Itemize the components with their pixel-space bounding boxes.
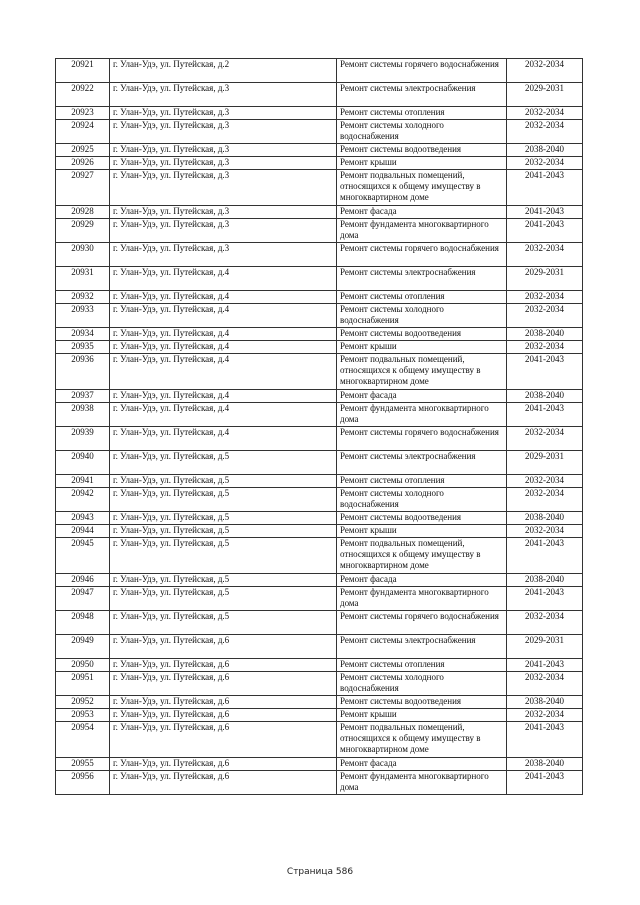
table-row [56,243,583,267]
address-cell: г. Улан-Удэ, ул. Путейская, д.3 [110,83,337,107]
work-type-cell: Ремонт крыши [337,341,507,354]
period-cell: 2032-2034 [507,59,583,83]
row-number-cell: 20926 [56,157,110,170]
table-row [56,722,583,758]
table-row [56,451,583,475]
table-row [56,538,583,574]
row-number-cell: 20933 [56,304,110,328]
address-cell: г. Улан-Удэ, ул. Путейская, д.6 [110,696,337,709]
work-type-cell: Ремонт крыши [337,525,507,538]
work-type-cell: Ремонт фундамента многоквартирного дома [337,771,507,795]
work-type-cell: Ремонт системы горячего водоснабжения [337,611,507,635]
row-number-cell: 20945 [56,538,110,574]
row-number-cell: 20955 [56,758,110,771]
work-type-cell: Ремонт системы водоотведения [337,144,507,157]
work-type-cell: Ремонт фундамента многоквартирного дома [337,219,507,243]
work-type-cell: Ремонт фасада [337,390,507,403]
table-row [56,328,583,341]
address-cell: г. Улан-Удэ, ул. Путейская, д.3 [110,219,337,243]
row-number-cell: 20953 [56,709,110,722]
row-number-cell: 20927 [56,170,110,206]
period-cell: 2032-2034 [507,120,583,144]
table-row [56,206,583,219]
table-row [56,574,583,587]
period-cell: 2032-2034 [507,157,583,170]
address-cell: г. Улан-Удэ, ул. Путейская, д.4 [110,267,337,291]
period-cell: 2032-2034 [507,427,583,451]
period-cell: 2041-2043 [507,538,583,574]
address-cell: г. Улан-Удэ, ул. Путейская, д.3 [110,144,337,157]
work-type-cell: Ремонт системы холодного водоснабжения [337,120,507,144]
period-cell: 2032-2034 [507,475,583,488]
address-cell: г. Улан-Удэ, ул. Путейская, д.5 [110,611,337,635]
address-cell: г. Улан-Удэ, ул. Путейская, д.6 [110,771,337,795]
row-number-cell: 20935 [56,341,110,354]
period-cell: 2041-2043 [507,659,583,672]
row-number-cell: 20948 [56,611,110,635]
table-row [56,635,583,659]
period-cell: 2041-2043 [507,771,583,795]
row-number-cell: 20938 [56,403,110,427]
work-type-cell: Ремонт системы холодного водоснабжения [337,672,507,696]
period-cell: 2032-2034 [507,709,583,722]
work-type-cell: Ремонт системы электроснабжения [337,267,507,291]
row-number-cell: 20950 [56,659,110,672]
address-cell: г. Улан-Удэ, ул. Путейская, д.5 [110,451,337,475]
address-cell: г. Улан-Удэ, ул. Путейская, д.3 [110,107,337,120]
work-type-cell: Ремонт крыши [337,709,507,722]
row-number-cell: 20923 [56,107,110,120]
table-row [56,696,583,709]
address-cell: г. Улан-Удэ, ул. Путейская, д.4 [110,341,337,354]
table-row [56,144,583,157]
table-row [56,771,583,795]
work-type-cell: Ремонт подвальных помещений, относящихся к общему имуществу в многоквартирном доме [337,170,507,206]
address-cell: г. Улан-Удэ, ул. Путейская, д.6 [110,635,337,659]
table-row [56,120,583,144]
period-cell: 2038-2040 [507,574,583,587]
period-cell: 2029-2031 [507,635,583,659]
row-number-cell: 20941 [56,475,110,488]
row-number-cell: 20956 [56,771,110,795]
address-cell: г. Улан-Удэ, ул. Путейская, д.5 [110,538,337,574]
table-row [56,83,583,107]
work-type-cell: Ремонт подвальных помещений, относящихся к общему имуществу в многоквартирном доме [337,354,507,390]
work-type-cell: Ремонт фундамента многоквартирного дома [337,587,507,611]
work-type-cell: Ремонт фасада [337,574,507,587]
address-cell: г. Улан-Удэ, ул. Путейская, д.6 [110,672,337,696]
row-number-cell: 20936 [56,354,110,390]
row-number-cell: 20940 [56,451,110,475]
address-cell: г. Улан-Удэ, ул. Путейская, д.5 [110,587,337,611]
table-row [56,157,583,170]
address-cell: г. Улан-Удэ, ул. Путейская, д.3 [110,243,337,267]
table-row [56,512,583,525]
table-row [56,587,583,611]
row-number-cell: 20951 [56,672,110,696]
work-type-cell: Ремонт системы отопления [337,107,507,120]
work-type-cell: Ремонт системы электроснабжения [337,635,507,659]
address-cell: г. Улан-Удэ, ул. Путейская, д.3 [110,170,337,206]
address-cell: г. Улан-Удэ, ул. Путейская, д.4 [110,403,337,427]
table-row [56,758,583,771]
row-number-cell: 20939 [56,427,110,451]
address-cell: г. Улан-Удэ, ул. Путейская, д.4 [110,427,337,451]
row-number-cell: 20947 [56,587,110,611]
address-cell: г. Улан-Удэ, ул. Путейская, д.5 [110,488,337,512]
row-number-cell: 20937 [56,390,110,403]
period-cell: 2032-2034 [507,243,583,267]
period-cell: 2032-2034 [507,488,583,512]
period-cell: 2041-2043 [507,722,583,758]
row-number-cell: 20931 [56,267,110,291]
work-type-cell: Ремонт системы холодного водоснабжения [337,488,507,512]
row-number-cell: 20929 [56,219,110,243]
period-cell: 2038-2040 [507,696,583,709]
row-number-cell: 20942 [56,488,110,512]
table-row [56,427,583,451]
address-cell: г. Улан-Удэ, ул. Путейская, д.6 [110,659,337,672]
row-number-cell: 20946 [56,574,110,587]
address-cell: г. Улан-Удэ, ул. Путейская, д.4 [110,304,337,328]
address-cell: г. Улан-Удэ, ул. Путейская, д.5 [110,512,337,525]
work-type-cell: Ремонт фундамента многоквартирного дома [337,403,507,427]
work-type-cell: Ремонт фасада [337,758,507,771]
table-row [56,304,583,328]
period-cell: 2038-2040 [507,144,583,157]
address-cell: г. Улан-Удэ, ул. Путейская, д.2 [110,59,337,83]
period-cell: 2038-2040 [507,758,583,771]
row-number-cell: 20943 [56,512,110,525]
period-cell: 2032-2034 [507,525,583,538]
table-row [56,659,583,672]
address-cell: г. Улан-Удэ, ул. Путейская, д.6 [110,722,337,758]
work-type-cell: Ремонт системы отопления [337,291,507,304]
table-row [56,525,583,538]
period-cell: 2041-2043 [507,170,583,206]
table-row [56,107,583,120]
address-cell: г. Улан-Удэ, ул. Путейская, д.4 [110,390,337,403]
work-type-cell: Ремонт крыши [337,157,507,170]
table-row [56,59,583,83]
row-number-cell: 20952 [56,696,110,709]
period-cell: 2032-2034 [507,611,583,635]
work-type-cell: Ремонт системы отопления [337,475,507,488]
work-type-cell: Ремонт подвальных помещений, относящихся к общему имуществу в многоквартирном доме [337,722,507,758]
table-row [56,475,583,488]
table-row [56,611,583,635]
work-type-cell: Ремонт системы горячего водоснабжения [337,59,507,83]
address-cell: г. Улан-Удэ, ул. Путейская, д.6 [110,709,337,722]
row-number-cell: 20922 [56,83,110,107]
work-type-cell: Ремонт фасада [337,206,507,219]
period-cell: 2038-2040 [507,328,583,341]
table-row [56,354,583,390]
period-cell: 2032-2034 [507,107,583,120]
period-cell: 2038-2040 [507,512,583,525]
row-number-cell: 20934 [56,328,110,341]
period-cell: 2029-2031 [507,83,583,107]
work-type-cell: Ремонт системы электроснабжения [337,451,507,475]
work-type-cell: Ремонт системы электроснабжения [337,83,507,107]
table-row [56,390,583,403]
row-number-cell: 20928 [56,206,110,219]
table-row [56,170,583,206]
table-row [56,219,583,243]
work-type-cell: Ремонт системы водоотведения [337,696,507,709]
table-row [56,672,583,696]
address-cell: г. Улан-Удэ, ул. Путейская, д.5 [110,525,337,538]
table-row [56,488,583,512]
work-type-cell: Ремонт системы горячего водоснабжения [337,427,507,451]
address-cell: г. Улан-Удэ, ул. Путейская, д.6 [110,758,337,771]
work-type-cell: Ремонт системы холодного водоснабжения [337,304,507,328]
row-number-cell: 20924 [56,120,110,144]
table-row [56,709,583,722]
work-type-cell: Ремонт системы горячего водоснабжения [337,243,507,267]
period-cell: 2029-2031 [507,451,583,475]
table-row [56,341,583,354]
row-number-cell: 20932 [56,291,110,304]
period-cell: 2032-2034 [507,341,583,354]
work-type-cell: Ремонт подвальных помещений, относящихся к общему имуществу в многоквартирном доме [337,538,507,574]
address-cell: г. Улан-Удэ, ул. Путейская, д.5 [110,475,337,488]
table-row [56,267,583,291]
period-cell: 2029-2031 [507,267,583,291]
table-row [56,291,583,304]
page-number: Страница 586 [286,867,354,877]
address-cell: г. Улан-Удэ, ул. Путейская, д.5 [110,574,337,587]
row-number-cell: 20930 [56,243,110,267]
work-type-cell: Ремонт системы водоотведения [337,328,507,341]
period-cell: 2041-2043 [507,206,583,219]
address-cell: г. Улан-Удэ, ул. Путейская, д.4 [110,291,337,304]
address-cell: г. Улан-Удэ, ул. Путейская, д.4 [110,328,337,341]
row-number-cell: 20949 [56,635,110,659]
row-number-cell: 20925 [56,144,110,157]
capital-repair-table [55,58,583,795]
period-cell: 2032-2034 [507,672,583,696]
period-cell: 2038-2040 [507,390,583,403]
address-cell: г. Улан-Удэ, ул. Путейская, д.4 [110,354,337,390]
address-cell: г. Улан-Удэ, ул. Путейская, д.3 [110,120,337,144]
period-cell: 2041-2043 [507,219,583,243]
row-number-cell: 20944 [56,525,110,538]
work-type-cell: Ремонт системы отопления [337,659,507,672]
period-cell: 2041-2043 [507,403,583,427]
work-type-cell: Ремонт системы водоотведения [337,512,507,525]
period-cell: 2032-2034 [507,291,583,304]
address-cell: г. Улан-Удэ, ул. Путейская, д.3 [110,206,337,219]
table-body [56,59,583,795]
row-number-cell: 20921 [56,59,110,83]
table-row [56,403,583,427]
address-cell: г. Улан-Удэ, ул. Путейская, д.3 [110,157,337,170]
period-cell: 2032-2034 [507,304,583,328]
row-number-cell: 20954 [56,722,110,758]
period-cell: 2041-2043 [507,354,583,390]
period-cell: 2041-2043 [507,587,583,611]
